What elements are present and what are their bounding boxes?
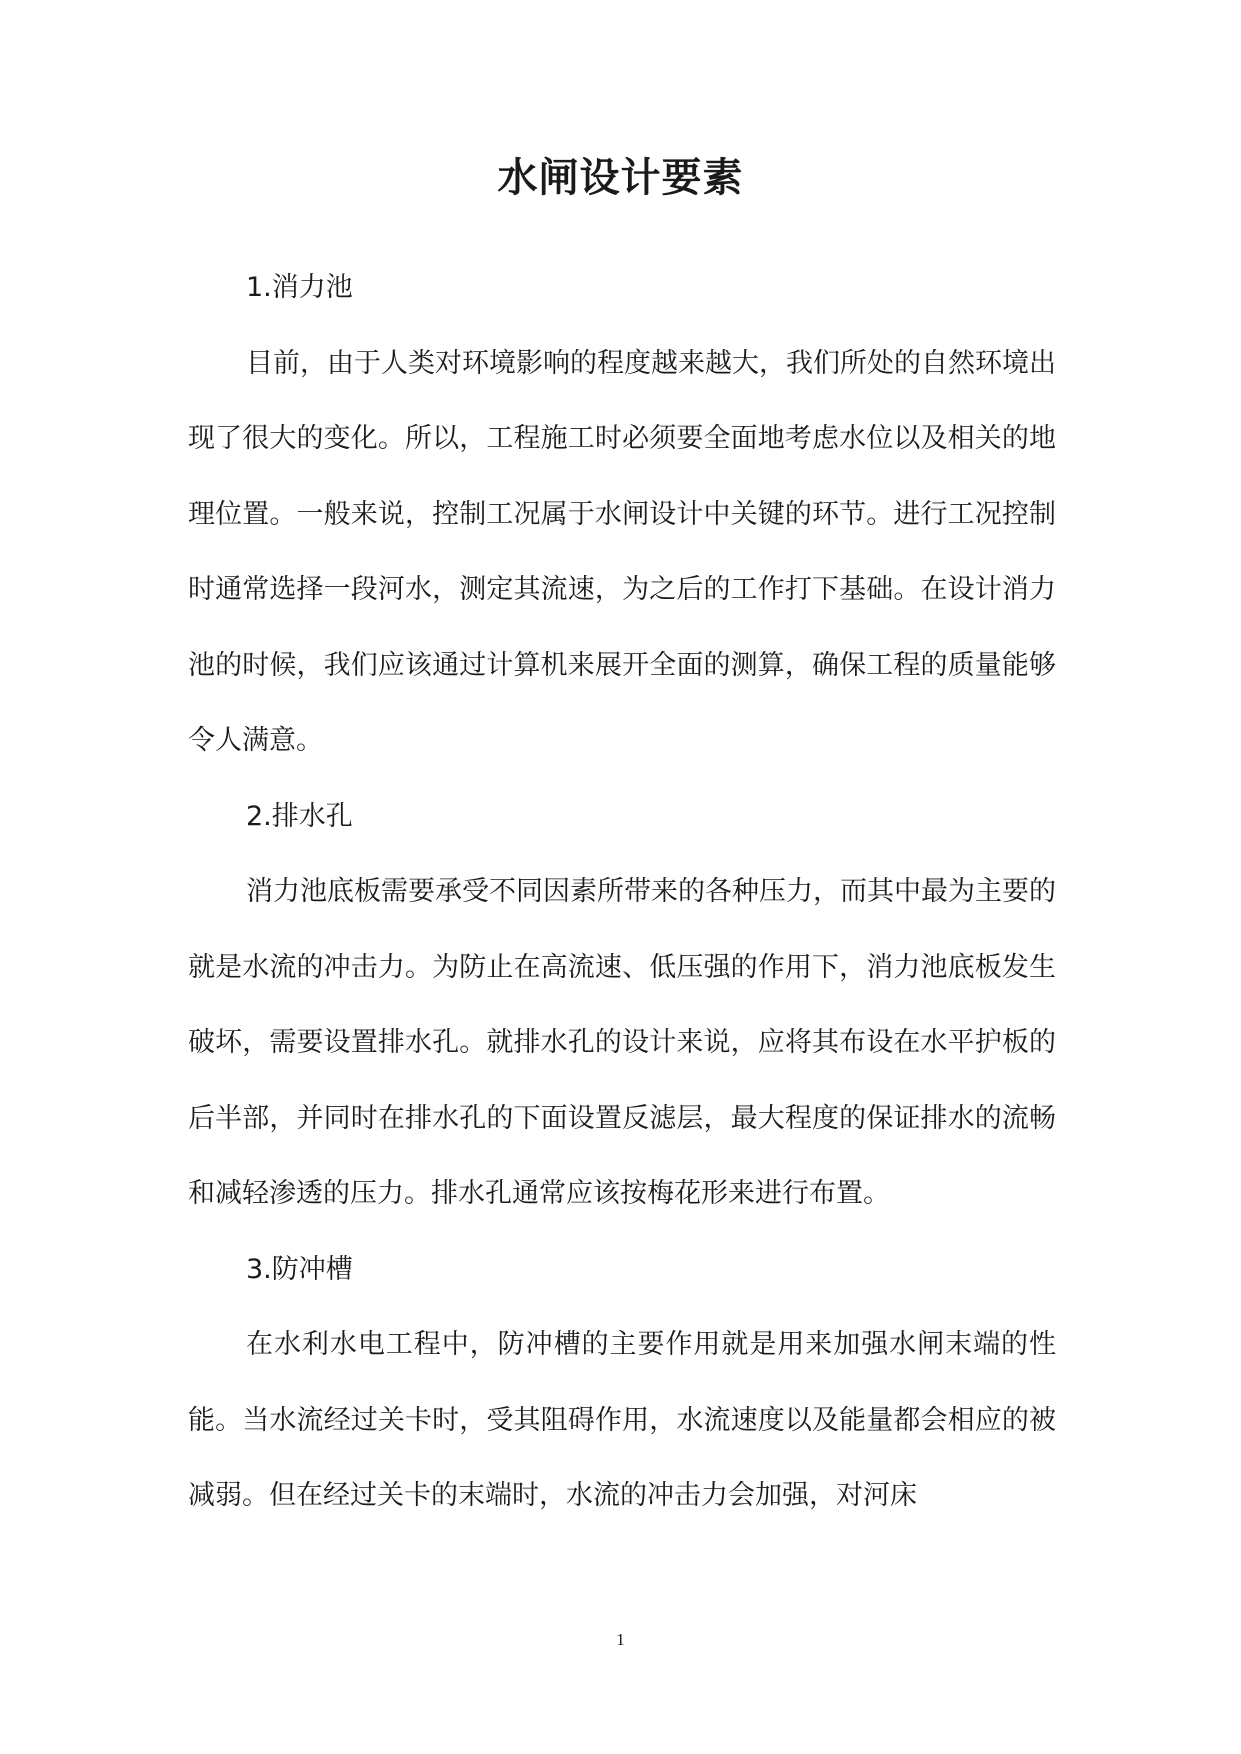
section-paragraph-2: 消力池底板需要承受不同因素所带来的各种压力，而其中最为主要的就是水流的冲击力。为防止在高流速、低压强的作用下，消力池底板发生破坏，需要设置排水孔。就排水孔的设计来说，应将其布设在水平护板的后半部，并同时在排水孔的下面设置反滤层，最大程度的保证排水的流畅和减轻渗透的压力。排水孔通常应该按梅花形来进行布置。 — [188, 876, 1056, 1209]
section-paragraph-3: 在水利水电工程中，防冲槽的主要作用就是用来加强水闸末端的性能。当水流经过关卡时，受其阻碍作用，水流速度以及能量都会相应的被减弱。但在经过关卡的末端时，水流的冲击力会加强，对河床 — [188, 1329, 1056, 1511]
section-heading-2: 2.排水孔 — [246, 800, 353, 832]
document-title: 水闸设计要素 — [497, 154, 744, 201]
page-number: 1 — [616, 1630, 625, 1649]
document-body — [188, 250, 1056, 1534]
section-paragraph-1: 目前，由于人类对环境影响的程度越来越大，我们所处的自然环境出现了很大的变化。所以，工程施工时必须要全面地考虑水位以及相关的地理位置。一般来说，控制工况属于水闸设计中关键的环节。进行工况控制时通常选择一段河水，测定其流速，为之后的工作打下基础。在设计消力池的时候，我们应该通过计算机来展开全面的测算，确保工程的质量能够令人满意。 — [188, 347, 1056, 756]
section-heading-3: 3.防冲槽 — [246, 1253, 353, 1285]
section-heading-1: 1.消力池 — [246, 272, 353, 303]
